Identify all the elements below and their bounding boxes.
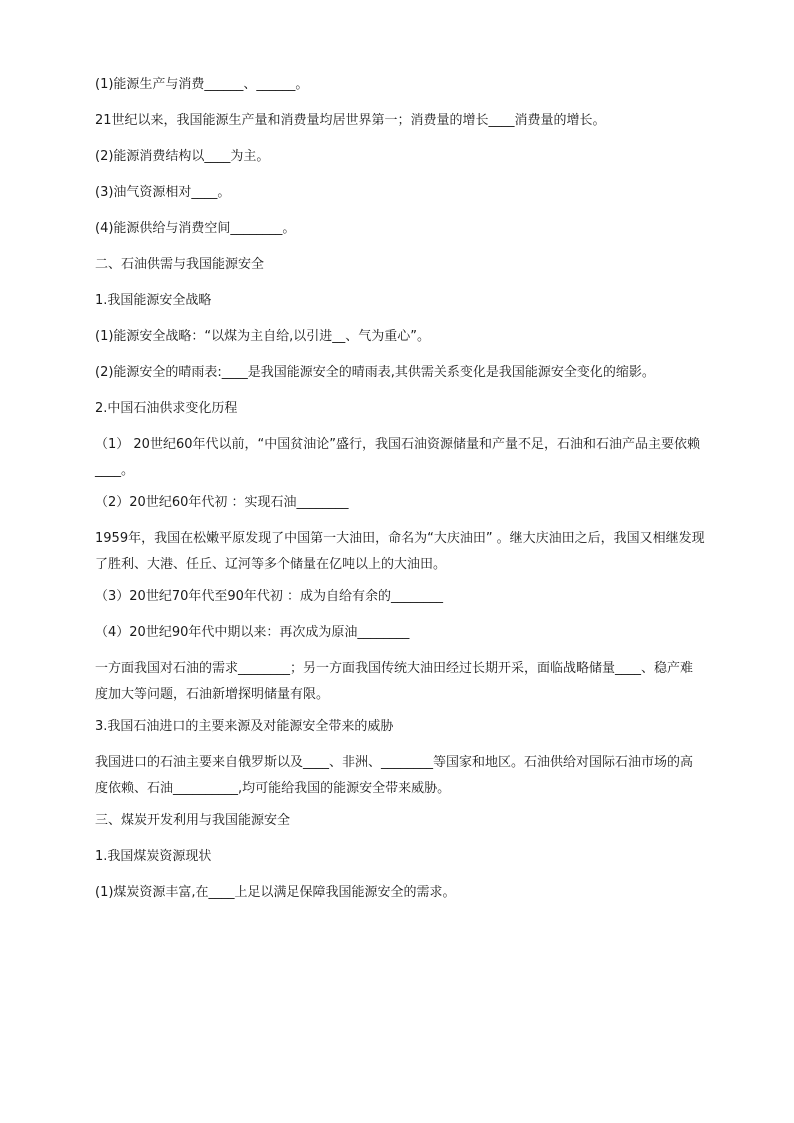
daqing-paragraph: 1959年，我国在松嫩平原发现了中国第一大油田，命名为“大庆油田” 。继大庆油田之后，我国又相继发现了胜利、大港、任丘、辽河等多个储量在亿吨以上的大油田。 [95,531,705,572]
subheading-oil-import: 3.我国石油进口的主要来源及对能源安全带来的威胁 [95,719,394,734]
energy-structure-item: (2)能源消费结构以____为主。 [95,149,270,164]
section-heading-oil: 二、石油供需与我国能源安全 [95,257,265,272]
energy-growth-statement: 21世纪以来，我国能源生产量和消费量均居世界第一；消费量的增长____消费量的增长。 [95,113,606,128]
oil-gas-resource-item: (3)油气资源相对____。 [95,185,231,200]
energy-production-consumption-item: (1)能源生产与消费______、______。 [95,77,309,92]
coal-status-item: (1)煤炭资源丰富,在____上足以满足保障我国能源安全的需求。 [95,885,456,900]
oil-history-item-4: （4）20世纪90年代中期以来：再次成为原油________ [95,625,410,640]
section-heading-coal: 三、煤炭开发利用与我国能源安全 [95,813,291,828]
oil-history-item-1: （1） 20世纪60年代以前，“中国贫油论”盛行，我国石油资源储量和产量不足，石油和石油产品主要依赖____。 [95,437,700,478]
oil-history-item-3: （3）20世纪70年代至90年代初 ：成为自给有余的________ [95,589,444,604]
oil-history-item-2: （2）20世纪60年代初 ：实现石油________ [95,495,349,510]
subheading-security-strategy: 1.我国能源安全战略 [95,293,212,308]
subheading-coal-status: 1.我国煤炭资源现状 [95,849,212,864]
security-barometer-item: (2)能源安全的晴雨表:____是我国能源安全的晴雨表,其供需关系变化是我国能源安全变化的缩影。 [95,365,655,380]
security-strategy-item: (1)能源安全战略：“以煤为主自给,以引进__、气为重心”。 [95,329,431,344]
document-body [95,72,705,916]
oil-demand-paragraph: 一方面我国对石油的需求________；另一方面我国传统大油田经过长期开采，面临战略储量____、稳产难度加大等问题，石油新增探明储量有限。 [95,661,694,702]
subheading-oil-history: 2.中国石油供求变化历程 [95,401,238,416]
energy-spatial-item: (4)能源供给与消费空间________。 [95,221,296,236]
oil-import-paragraph: 我国进口的石油主要来自俄罗斯以及____、非洲、________等国家和地区。石油供给对国际石油市场的高度依赖、石油__________,均可能给我国的能源安全带来威胁。 [95,755,694,796]
